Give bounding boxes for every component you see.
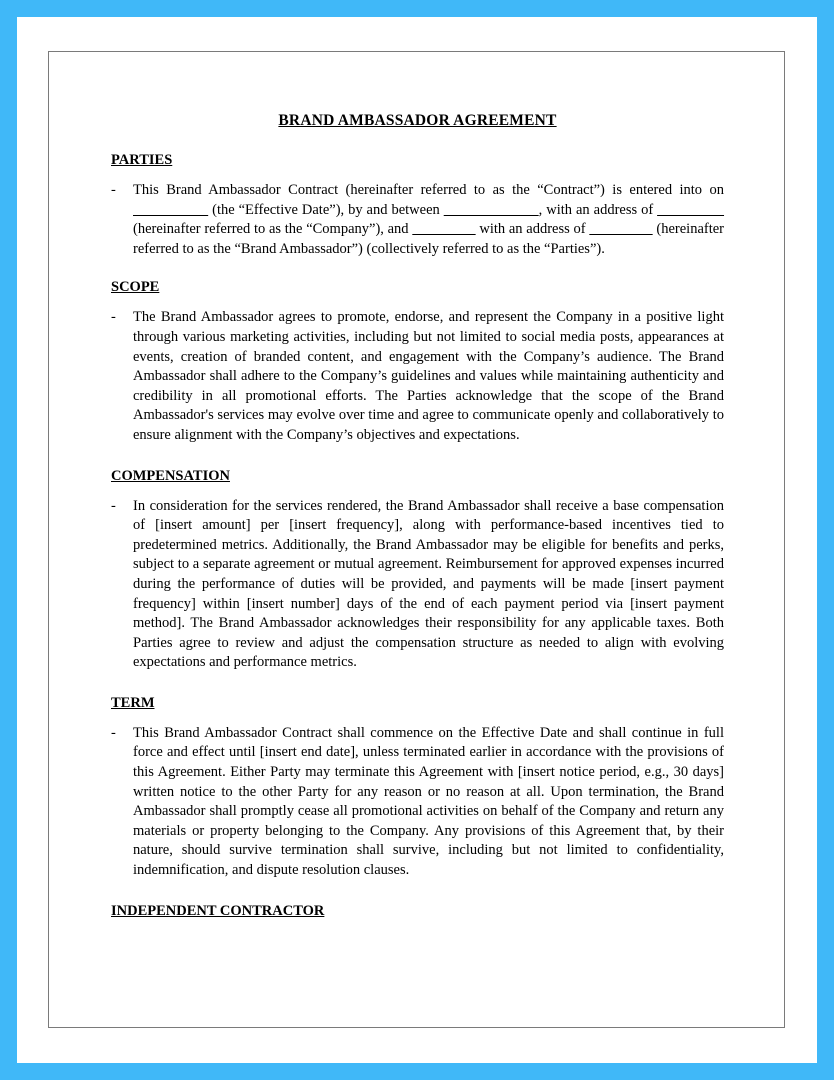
section-heading-independent-contractor: INDEPENDENT CONTRACTOR [111,902,325,919]
clause-text-compensation: In consideration for the services rendered, the Brand Ambassador shall receive a base compensation of [insert amount] per [insert frequency], along with performance-based incentives tied to predetermined metrics. Additionally, the Brand Ambassador may be eligible for benefits and perks, subject to a separate agreement or mutual agreement. Reimbursement for approved expenses incurred during the performance of duties will be provided, and payments will be made [insert payment frequency] within [insert number] days of the end of each payment period via [insert payment method]. The Brand Ambassador acknowledges their responsibility for any applicable taxes. Both Parties agree to review and adjust the compensation structure as needed to align with evolving expectations and performance metrics. [133,497,724,671]
clause-text-parties [133,181,724,259]
parties-text-2: (the “Effective Date”), by and between [208,201,444,218]
clause-bullet: - [111,497,116,514]
document-content [111,112,724,932]
parties-text-3: , with an address of [538,201,658,218]
clause-parties [111,181,724,259]
parties-text-1: This Brand Ambassador Contract (hereinafter referred to as the “Contract”) is entered into on [133,182,724,198]
clause-term [111,724,724,881]
parties-blank-company-name [444,202,539,218]
paper-sheet [17,17,817,1063]
section-heading-compensation: COMPENSATION [111,467,230,484]
document-title: BRAND AMBASSADOR AGREEMENT [278,112,557,129]
parties-text-5: with an address of [475,221,590,238]
clause-bullet: - [111,724,116,741]
parties-blank-ambassador-address [589,221,652,237]
parties-blank-effective-date [133,202,208,218]
parties-text-4: (hereinafter referred to as the “Company”), and [133,221,413,238]
clause-scope [111,308,724,445]
section-heading-term: TERM [111,694,155,711]
clause-text-scope: The Brand Ambassador agrees to promote, endorse, and represent the Company in a positive light through various marketing activities, including but not limited to social media posts, appearances at events, creation of branded content, and engagement with the Company’s audience. The Brand Ambassador shall adhere to the Company’s guidelines and values while maintaining authenticity and credibility in all promotional efforts. The Parties acknowledge that the scope of the Brand Ambassador's services may evolve over time and agree to communicate openly and collaboratively to ensure alignment with the Company’s objectives and expectations. [133,309,724,443]
section-heading-scope: SCOPE [111,279,160,296]
parties-text-6: (hereinafter referred to as the “Brand Ambassador”) (collectively referred to as the “Parties”). [133,221,724,257]
clause-bullet: - [111,309,116,326]
clause-bullet: - [111,182,116,198]
parties-blank-ambassador-name [412,221,475,237]
clause-text-term: This Brand Ambassador Contract shall commence on the Effective Date and shall continue in full force and effect until [insert end date], unless terminated earlier in accordance with the provisions of this Agreement. Either Party may terminate this Agreement with [insert notice period, e.g., 30 days] written notice to the other Party for any reason or no reason at all. Upon termination, the Brand Ambassador shall promptly cease all promotional activities on behalf of the Company and return any materials or property belonging to the Company. Any provisions of this Agreement that, by their nature, should survive termination shall survive, including but not limited to confidentiality, indemnification, and dispute resolution clauses. [133,724,724,879]
parties-blank-company-address [657,202,724,218]
page-border-frame [48,51,785,1028]
section-heading-parties: PARTIES [111,152,173,168]
clause-compensation [111,497,724,673]
